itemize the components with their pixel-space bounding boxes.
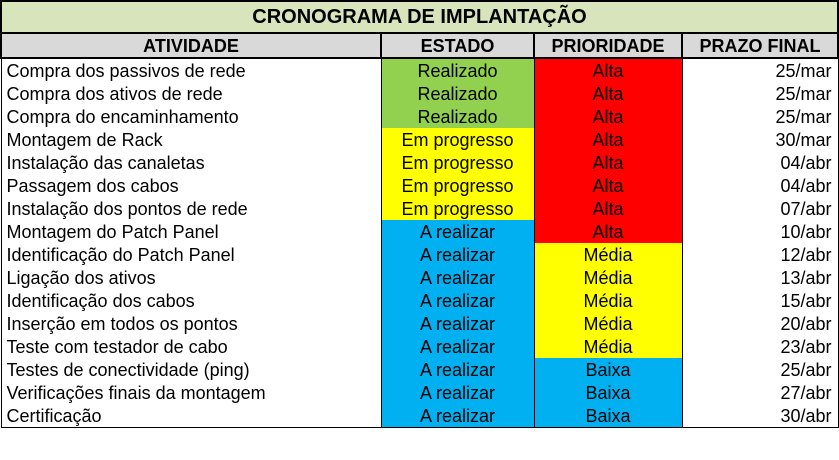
cell-atividade[interactable]: Compra dos ativos de rede — [1, 82, 381, 105]
cell-prazo-final[interactable]: 23/abr — [682, 335, 838, 358]
cell-prazo-final[interactable]: 30/mar — [682, 128, 838, 151]
table-row — [1, 312, 838, 335]
table-row — [1, 358, 838, 381]
cell-prazo-final[interactable]: 15/abr — [682, 289, 838, 312]
cell-prazo-final[interactable]: 25/abr — [682, 358, 838, 381]
table-row — [1, 58, 838, 82]
cell-prioridade[interactable]: Alta — [534, 128, 682, 151]
cell-prioridade[interactable]: Alta — [534, 58, 682, 82]
cell-estado[interactable]: A realizar — [381, 335, 534, 358]
cell-prioridade[interactable]: Alta — [534, 151, 682, 174]
table-row — [1, 197, 838, 220]
header-prazo-final: PRAZO FINAL — [682, 33, 838, 58]
cell-prazo-final[interactable]: 13/abr — [682, 266, 838, 289]
cell-prioridade[interactable]: Média — [534, 266, 682, 289]
cell-estado[interactable]: A realizar — [381, 220, 534, 243]
table-row — [1, 220, 838, 243]
cell-prazo-final[interactable]: 10/abr — [682, 220, 838, 243]
cell-atividade[interactable]: Inserção em todos os pontos — [1, 312, 381, 335]
cell-prioridade[interactable]: Alta — [534, 197, 682, 220]
table-row — [1, 404, 838, 428]
cell-atividade[interactable]: Compra do encaminhamento — [1, 105, 381, 128]
cell-estado[interactable]: Em progresso — [381, 174, 534, 197]
cell-atividade[interactable]: Identificação do Patch Panel — [1, 243, 381, 266]
cell-estado[interactable]: Em progresso — [381, 128, 534, 151]
cell-atividade[interactable]: Montagem de Rack — [1, 128, 381, 151]
cell-estado[interactable]: A realizar — [381, 381, 534, 404]
cell-prioridade[interactable]: Alta — [534, 220, 682, 243]
cell-atividade[interactable]: Certificação — [1, 404, 381, 428]
cell-prioridade[interactable]: Média — [534, 243, 682, 266]
cell-estado[interactable]: Realizado — [381, 82, 534, 105]
table-row — [1, 105, 838, 128]
cell-prazo-final[interactable]: 07/abr — [682, 197, 838, 220]
cell-estado[interactable]: Em progresso — [381, 197, 534, 220]
cell-estado[interactable]: A realizar — [381, 266, 534, 289]
cell-prioridade[interactable]: Baixa — [534, 381, 682, 404]
cell-prioridade[interactable]: Média — [534, 335, 682, 358]
table-row — [1, 82, 838, 105]
table-row — [1, 174, 838, 197]
cell-prazo-final[interactable]: 25/mar — [682, 105, 838, 128]
table-row — [1, 151, 838, 174]
cell-estado[interactable]: A realizar — [381, 404, 534, 428]
cell-atividade[interactable]: Identificação dos cabos — [1, 289, 381, 312]
cell-atividade[interactable]: Ligação dos ativos — [1, 266, 381, 289]
cell-atividade[interactable]: Testes de conectividade (ping) — [1, 358, 381, 381]
table-row — [1, 266, 838, 289]
header-estado: ESTADO — [381, 33, 534, 58]
cell-prazo-final[interactable]: 27/abr — [682, 381, 838, 404]
cell-atividade[interactable]: Instalação das canaletas — [1, 151, 381, 174]
cell-prioridade[interactable]: Alta — [534, 105, 682, 128]
table-body — [1, 58, 838, 428]
cell-atividade[interactable]: Montagem do Patch Panel — [1, 220, 381, 243]
cell-prioridade[interactable]: Média — [534, 312, 682, 335]
cell-prazo-final[interactable]: 25/mar — [682, 82, 838, 105]
cell-estado[interactable]: Realizado — [381, 58, 534, 82]
cell-prazo-final[interactable]: 04/abr — [682, 174, 838, 197]
cell-atividade[interactable]: Instalação dos pontos de rede — [1, 197, 381, 220]
table-row — [1, 335, 838, 358]
cell-prazo-final[interactable]: 20/abr — [682, 312, 838, 335]
cell-estado[interactable]: A realizar — [381, 243, 534, 266]
cell-atividade[interactable]: Verificações finais da montagem — [1, 381, 381, 404]
cell-estado[interactable]: Em progresso — [381, 151, 534, 174]
cell-prazo-final[interactable]: 04/abr — [682, 151, 838, 174]
table-title: CRONOGRAMA DE IMPLANTAÇÃO — [1, 1, 838, 33]
cell-prazo-final[interactable]: 12/abr — [682, 243, 838, 266]
cell-estado[interactable]: A realizar — [381, 358, 534, 381]
cell-prioridade[interactable]: Média — [534, 289, 682, 312]
cell-estado[interactable]: A realizar — [381, 289, 534, 312]
cell-estado[interactable]: Realizado — [381, 105, 534, 128]
header-prioridade: PRIORIDADE — [534, 33, 682, 58]
cell-prioridade[interactable]: Baixa — [534, 358, 682, 381]
cell-atividade[interactable]: Passagem dos cabos — [1, 174, 381, 197]
cell-atividade[interactable]: Compra dos passivos de rede — [1, 58, 381, 82]
table-row — [1, 128, 838, 151]
table-row — [1, 289, 838, 312]
cell-estado[interactable]: A realizar — [381, 312, 534, 335]
table-row — [1, 381, 838, 404]
cell-prazo-final[interactable]: 25/mar — [682, 58, 838, 82]
cell-atividade[interactable]: Teste com testador de cabo — [1, 335, 381, 358]
cell-prioridade[interactable]: Alta — [534, 174, 682, 197]
cell-prioridade[interactable]: Alta — [534, 82, 682, 105]
cell-prioridade[interactable]: Baixa — [534, 404, 682, 428]
table-row — [1, 243, 838, 266]
cell-prazo-final[interactable]: 30/abr — [682, 404, 838, 428]
header-atividade: ATIVIDADE — [1, 33, 381, 58]
